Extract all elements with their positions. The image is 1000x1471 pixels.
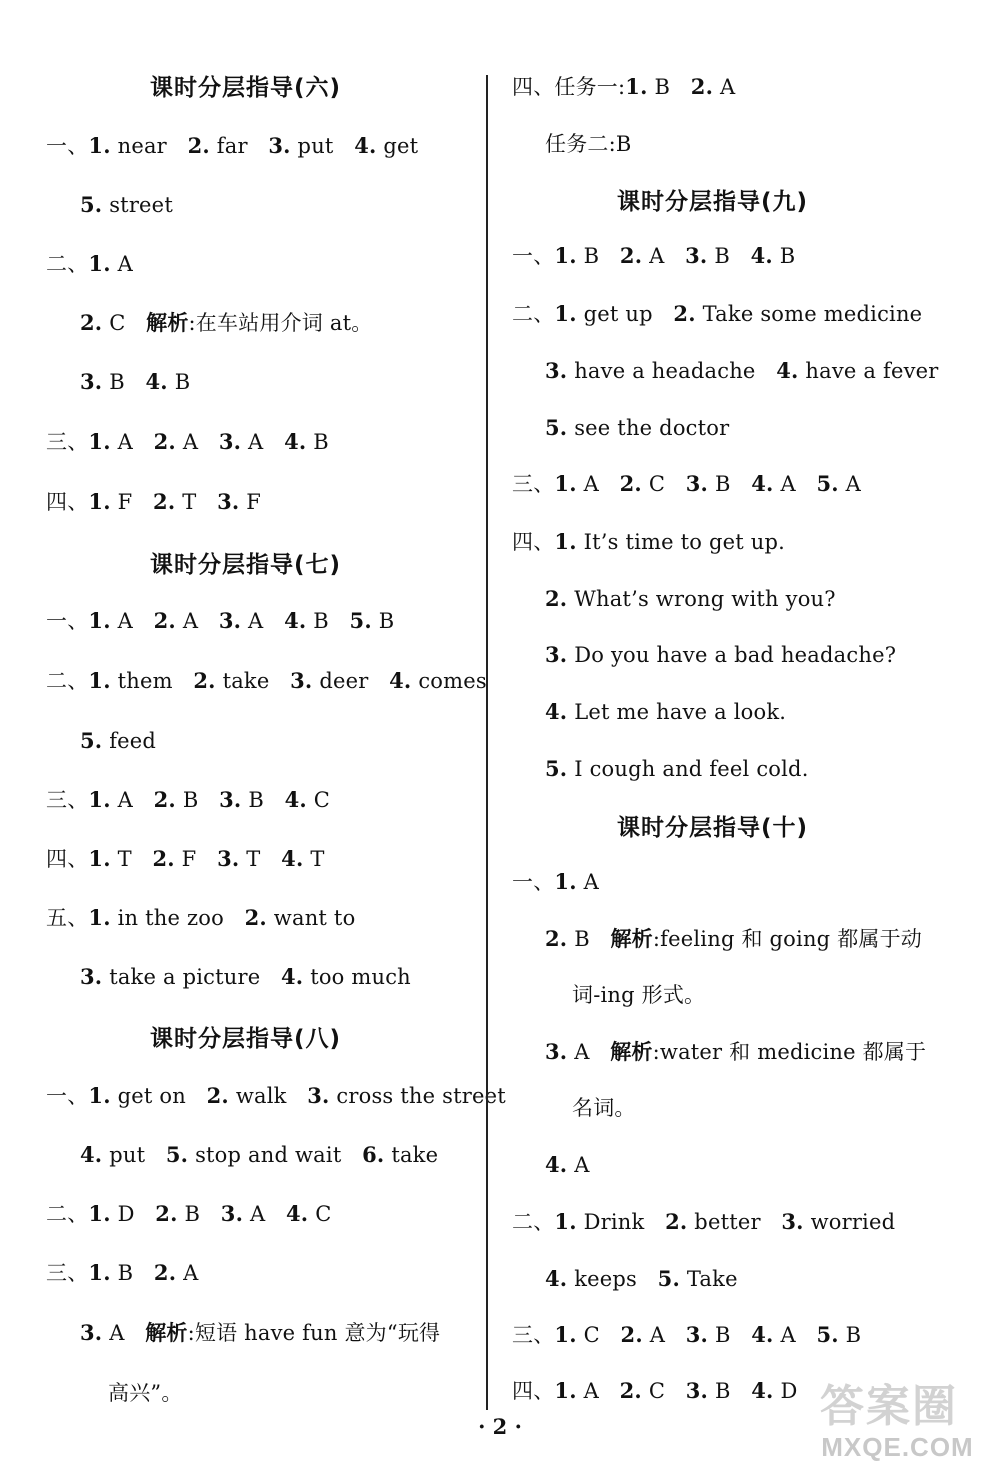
s6-line-6: 三、1. A 2. A 3. A 4. B bbox=[46, 429, 329, 454]
s9-line-7: 2. What’s wrong with you? bbox=[545, 586, 836, 611]
s10-line-2: 2. B 解析:feeling 和 going 都属于动 bbox=[545, 926, 922, 951]
s9-line-2: 二、1. get up 2. Take some medicine bbox=[512, 301, 923, 326]
s6-line-1: 一、1. near 2. far 3. put 4. get bbox=[46, 133, 419, 158]
s9-line-6: 四、1. It’s time to get up. bbox=[512, 529, 786, 554]
s10-line-9: 三、1. C 2. A 3. B 4. A 5. B bbox=[512, 1322, 862, 1347]
section-title-10: 课时分层指导(十) bbox=[617, 815, 809, 841]
s6-line-3: 二、1. A bbox=[46, 251, 133, 276]
s8-line-3: 二、1. D 2. B 3. A 4. C bbox=[46, 1201, 332, 1226]
s6-line-5: 3. B 4. B bbox=[80, 369, 191, 394]
s7-line-7: 3. take a picture 4. too much bbox=[80, 964, 411, 989]
s6-line-7: 四、1. F 2. T 3. F bbox=[46, 489, 262, 514]
s9-line-9: 4. Let me have a look. bbox=[545, 699, 787, 724]
column-divider bbox=[486, 75, 488, 1410]
s7-line-1: 一、1. A 2. A 3. A 4. B 5. B bbox=[46, 608, 395, 633]
s7-line-6: 五、1. in the zoo 2. want to bbox=[46, 905, 356, 930]
s10-line-5: 名词。 bbox=[572, 1096, 636, 1120]
s10-line-7: 二、1. Drink 2. better 3. worried bbox=[512, 1209, 896, 1234]
s10-line-3: 词-ing 形式。 bbox=[572, 983, 706, 1007]
s6-line-4: 2. C 解析:在车站用介词 at。 bbox=[80, 310, 373, 335]
s9-line-8: 3. Do you have a bad headache? bbox=[545, 642, 897, 667]
s10-line-1: 一、1. A bbox=[512, 869, 599, 894]
r-top-line-1: 四、任务一:1. B 2. A bbox=[512, 74, 736, 99]
s8-line-6: 高兴”。 bbox=[108, 1381, 183, 1405]
s7-line-5: 四、1. T 2. F 3. T 4. T bbox=[46, 846, 325, 871]
analysis-label: 解析 bbox=[610, 1039, 653, 1064]
s7-line-4: 三、1. A 2. B 3. B 4. C bbox=[46, 787, 331, 812]
watermark-logo bbox=[800, 1370, 995, 1465]
analysis-label: 解析 bbox=[146, 310, 189, 335]
page-number: · 2 · bbox=[478, 1414, 522, 1439]
s6-line-2: 5. street bbox=[80, 192, 173, 217]
s9-line-1: 一、1. B 2. A 3. B 4. B bbox=[512, 243, 796, 268]
s9-line-5: 三、1. A 2. C 3. B 4. A 5. A bbox=[512, 471, 862, 496]
watermark-glyphs: 答案圈 bbox=[820, 1381, 958, 1432]
section-title-7: 课时分层指导(七) bbox=[150, 552, 342, 578]
s8-line-4: 三、1. B 2. A bbox=[46, 1260, 199, 1285]
s10-line-8: 4. keeps 5. Take bbox=[545, 1266, 738, 1291]
s9-line-3: 3. have a headache 4. have a fever bbox=[545, 358, 939, 383]
analysis-label: 解析 bbox=[610, 926, 653, 951]
s10-line-10: 四、1. A 2. C 3. B 4. D bbox=[512, 1378, 798, 1403]
s8-line-1: 一、1. get on 2. walk 3. cross the street bbox=[46, 1083, 506, 1108]
section-title-9: 课时分层指导(九) bbox=[617, 189, 809, 215]
analysis-label: 解析 bbox=[145, 1320, 188, 1345]
s10-line-6: 4. A bbox=[545, 1152, 590, 1177]
watermark-site: MXQE.COM bbox=[821, 1432, 974, 1462]
s7-line-3: 5. feed bbox=[80, 728, 157, 753]
s9-line-4: 5. see the doctor bbox=[545, 415, 730, 440]
s9-line-10: 5. I cough and feel cold. bbox=[545, 756, 809, 781]
s8-line-5: 3. A 解析:短语 have fun 意为“玩得 bbox=[80, 1320, 441, 1345]
s8-line-2: 4. put 5. stop and wait 6. take bbox=[80, 1142, 439, 1167]
section-title-8: 课时分层指导(八) bbox=[150, 1026, 342, 1052]
section-title-6: 课时分层指导(六) bbox=[150, 75, 342, 101]
s10-line-4: 3. A 解析:water 和 medicine 都属于 bbox=[545, 1039, 927, 1064]
s7-line-2: 二、1. them 2. take 3. deer 4. comes bbox=[46, 668, 487, 693]
r-top-line-2: 任务二:B bbox=[545, 132, 632, 156]
